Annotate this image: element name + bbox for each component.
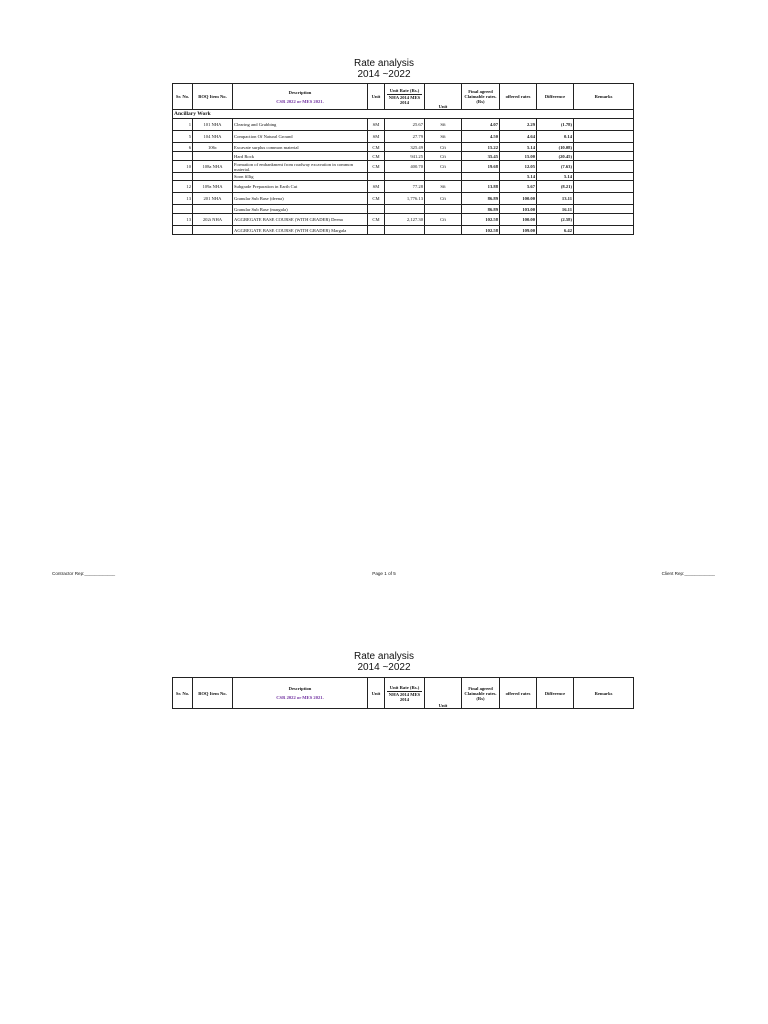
cell-final-rate: 15.22 (462, 143, 500, 152)
table-row (173, 131, 634, 143)
cell-offered-rate: 5.14 (500, 143, 537, 152)
cell-difference: (1.78) (537, 119, 574, 131)
client-rep: Client Rep:____________ (661, 571, 715, 576)
cell-description: Subgrade Preparation in Earth Cut (233, 181, 368, 193)
cell-final-rate: 13.88 (462, 181, 500, 193)
cell-final-rate: 19.68 (462, 161, 500, 173)
cell-boq (193, 226, 233, 235)
cell-boq: 108a NHA (193, 161, 233, 173)
cell-boq (193, 173, 233, 181)
cell-description: Granular Sub Base (deena) (233, 193, 368, 205)
cell-description: Hard Rock (233, 152, 368, 161)
table-row (173, 143, 634, 152)
cell-unit2: Cft (425, 152, 462, 161)
cell-unit-rate: 325.49 (385, 143, 425, 152)
cell-unit-rate: 77.28 (385, 181, 425, 193)
table-row (173, 205, 634, 214)
table-row (173, 161, 634, 173)
header-unit: Unit (368, 678, 385, 709)
page-number: Page 1 of 5 (372, 571, 396, 576)
cell-final-rate: 35.45 (462, 152, 500, 161)
cell-final-rate (462, 173, 500, 181)
cell-unit: CM (368, 161, 385, 173)
cell-difference: (20.45) (537, 152, 574, 161)
table-row (173, 173, 634, 181)
cell-sr: 6 (173, 143, 193, 152)
header-difference: Difference (537, 84, 574, 110)
cell-offered-rate: 103.00 (500, 205, 537, 214)
cell-unit2: Cft (425, 214, 462, 226)
cell-sr: 5 (173, 131, 193, 143)
cell-remarks (574, 226, 634, 235)
page2-title-line2: 2014 ~2022 (357, 662, 411, 673)
cell-description: Formation of embankment from roadway excavation in common material. (233, 161, 368, 173)
cell-unit: SM (368, 181, 385, 193)
cell-remarks (574, 161, 634, 173)
cell-unit2 (425, 205, 462, 214)
cell-offered-rate: 5.67 (500, 181, 537, 193)
cell-sr (173, 173, 193, 181)
header-unit: Unit (368, 84, 385, 110)
cell-difference: (7.63) (537, 161, 574, 173)
cell-sr: 13 (173, 214, 193, 226)
cell-unit (368, 226, 385, 235)
cell-boq (193, 152, 233, 161)
cell-unit-rate: 941.25 (385, 152, 425, 161)
header-unit-rate (385, 84, 425, 110)
header-unit-rate-sub: NHA 2014 MES 2014 (388, 95, 421, 105)
page1-title-line2: 2014 ~2022 (357, 69, 411, 80)
cell-description: Soon fillig (233, 173, 368, 181)
contractor-rep: Contractor Rep:____________ (52, 571, 116, 576)
cell-sr: 13 (173, 193, 193, 205)
cell-boq: 201 NHA (193, 193, 233, 205)
cell-final-rate: 86.89 (462, 193, 500, 205)
cell-difference: 13.11 (537, 193, 574, 205)
table-row (173, 193, 634, 205)
header-unit-rate (385, 678, 425, 709)
cell-final-rate: 86.89 (462, 205, 500, 214)
cell-boq: 104 NHA (193, 131, 233, 143)
rate-table-page2 (172, 677, 634, 709)
cell-remarks (574, 131, 634, 143)
header-description-label: Description (288, 89, 312, 95)
cell-offered-rate: 15.00 (500, 152, 537, 161)
table-row (173, 152, 634, 161)
header-difference: Difference (537, 678, 574, 709)
cell-unit2 (425, 226, 462, 235)
cell-difference: 16.11 (537, 205, 574, 214)
header-unit2: Unit (425, 678, 462, 709)
header-remarks: Remarks (574, 678, 634, 709)
cell-sr (173, 226, 193, 235)
section-label: Ancillary Work (173, 110, 634, 119)
cell-description: Excavate surplus common material (233, 143, 368, 152)
cell-remarks (574, 152, 634, 161)
cell-final-rate: 4.50 (462, 131, 500, 143)
cell-sr: 1 (173, 119, 193, 131)
header-offered: offered rates (500, 678, 537, 709)
cell-offered-rate: 2.29 (500, 119, 537, 131)
cell-description: AGGREGATE BASE COURSE (WITH GRADER) Margala (233, 226, 368, 235)
header-offered: offered rates (500, 84, 537, 110)
cell-unit-rate (385, 173, 425, 181)
cell-description: Granular Sub Base (margala) (233, 205, 368, 214)
header-final: Final agreed Claimable rates. (Rs) (462, 84, 500, 110)
cell-unit2: Sft (425, 119, 462, 131)
cell-sr (173, 152, 193, 161)
cell-description: Compaction Of Natural Ground (233, 131, 368, 143)
cell-boq: 101 NHA (193, 119, 233, 131)
header-sr: Sr. No. (173, 678, 193, 709)
cell-sr: 12 (173, 181, 193, 193)
cell-remarks (574, 193, 634, 205)
cell-unit-rate (385, 205, 425, 214)
cell-description: Clearing and Grubbing (233, 119, 368, 131)
cell-boq: 109a NHA (193, 181, 233, 193)
cell-remarks (574, 119, 634, 131)
cell-unit: SM (368, 119, 385, 131)
cell-offered-rate: 12.05 (500, 161, 537, 173)
cell-difference: 6.42 (537, 226, 574, 235)
cell-unit: CM (368, 152, 385, 161)
cell-sr: 10 (173, 161, 193, 173)
header-unit-rate-label: Unit Rate (Rs.) (387, 88, 422, 95)
header-description (233, 678, 368, 709)
cell-offered-rate: 100.00 (500, 214, 537, 226)
cell-unit2: Sft (425, 181, 462, 193)
cell-unit: CM (368, 143, 385, 152)
header-unit2: Unit (425, 84, 462, 110)
header-description-sub: CSR 2022 or MES 2021. (276, 98, 324, 104)
cell-unit-rate: 1,776.13 (385, 193, 425, 205)
cell-difference: (2.58) (537, 214, 574, 226)
table-header-row (173, 84, 634, 110)
cell-unit: CM (368, 214, 385, 226)
cell-final-rate: 102.58 (462, 226, 500, 235)
table-row (173, 214, 634, 226)
cell-offered-rate: 109.00 (500, 226, 537, 235)
cell-remarks (574, 214, 634, 226)
header-boq: BOQ Item No. (193, 84, 233, 110)
table-header-row (173, 678, 634, 709)
cell-remarks (574, 143, 634, 152)
cell-unit: CM (368, 193, 385, 205)
cell-unit2 (425, 173, 462, 181)
cell-boq (193, 205, 233, 214)
cell-unit2: Cft (425, 143, 462, 152)
header-final: Final agreed Claimable rates. (Rs) (462, 678, 500, 709)
header-unit-rate-label: Unit Rate (Rs.) (387, 685, 422, 692)
cell-difference: 0.14 (537, 131, 574, 143)
page2-title (0, 651, 768, 673)
header-boq: BOQ Item No. (193, 678, 233, 709)
section-row (173, 110, 634, 119)
cell-unit2: Cft (425, 193, 462, 205)
cell-difference: (8.21) (537, 181, 574, 193)
cell-remarks (574, 205, 634, 214)
cell-unit-rate: 400.70 (385, 161, 425, 173)
cell-unit2: Sft (425, 131, 462, 143)
table-row (173, 119, 634, 131)
cell-offered-rate: 5.14 (500, 173, 537, 181)
cell-offered-rate: 100.00 (500, 193, 537, 205)
table-row (173, 226, 634, 235)
cell-offered-rate: 4.64 (500, 131, 537, 143)
cell-unit-rate: 2,127.30 (385, 214, 425, 226)
header-description-label: Description (288, 686, 312, 691)
header-sr: Sr. No. (173, 84, 193, 110)
table-row (173, 181, 634, 193)
cell-difference: (10.08) (537, 143, 574, 152)
header-unit-rate-sub: NHA 2014 MES 2014 (388, 691, 421, 702)
cell-sr (173, 205, 193, 214)
cell-description: AGGREGATE BASE COURSE (WITH GRADER) Deena (233, 214, 368, 226)
cell-unit-rate (385, 226, 425, 235)
header-description (233, 84, 368, 110)
cell-remarks (574, 173, 634, 181)
cell-unit (368, 205, 385, 214)
page1-title (0, 58, 768, 80)
cell-boq: 202i NHA (193, 214, 233, 226)
page2-title-line1: Rate analysis (353, 651, 415, 662)
cell-unit-rate: 27.79 (385, 131, 425, 143)
rate-table-page1 (172, 83, 634, 235)
cell-unit-rate: 25.67 (385, 119, 425, 131)
page1-title-line1: Rate analysis (353, 58, 415, 69)
cell-final-rate: 4.07 (462, 119, 500, 131)
cell-remarks (574, 181, 634, 193)
cell-final-rate: 102.58 (462, 214, 500, 226)
cell-boq: 106c (193, 143, 233, 152)
cell-unit: SM (368, 131, 385, 143)
cell-unit2: Cft (425, 161, 462, 173)
cell-unit (368, 173, 385, 181)
cell-difference: 5.14 (537, 173, 574, 181)
header-description-sub: CSR 2022 or MES 2021. (276, 695, 324, 700)
header-remarks: Remarks (574, 84, 634, 110)
